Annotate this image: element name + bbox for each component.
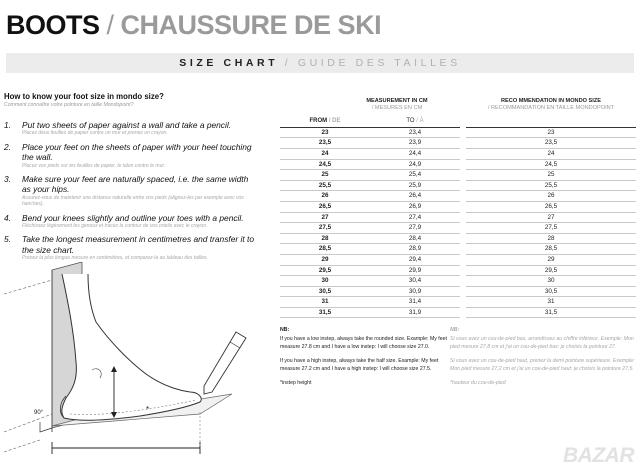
- to-label-fr: / À: [416, 118, 424, 125]
- to-cell: 23,4: [370, 127, 460, 138]
- step-text-fr: Prenez la plus longue mesure en centimètres, et comparez-la au tableau des tailles.: [22, 255, 208, 262]
- reco-cell: 25: [466, 170, 636, 181]
- to-cell: 29,4: [370, 254, 460, 265]
- reco-cell: 28: [466, 233, 636, 244]
- band-label-fr: GUIDE DES TAILLES: [297, 57, 461, 69]
- table-row: [280, 170, 636, 181]
- from-cell: 27: [280, 212, 370, 223]
- to-cell: 30,4: [370, 276, 460, 287]
- angle-label: 90°: [34, 410, 44, 416]
- title-french: CHAUSSURE DE SKI: [120, 10, 382, 40]
- to-cell: 29,9: [370, 265, 460, 276]
- to-cell: 24,4: [370, 148, 460, 159]
- from-cell: 24: [280, 148, 370, 159]
- note-footnote: *instep height: [280, 380, 312, 387]
- step-3: [4, 174, 254, 208]
- from-header: [280, 117, 370, 127]
- reco-cell: 26: [466, 191, 636, 202]
- table-row: [280, 180, 636, 191]
- to-cell: 27,4: [370, 212, 460, 223]
- title-separator: /: [99, 10, 121, 40]
- step-text-en: Put two sheets of paper against a wall and take a pencil.: [22, 120, 232, 130]
- notes-nb: NB:: [280, 327, 290, 333]
- reco-cell: 25,5: [466, 180, 636, 191]
- reco-cell: 24: [466, 148, 636, 159]
- col-header-measurement-fr: / MESURES EN CM: [371, 104, 423, 111]
- note-high-instep: If you have a high instep, always take the half size. Example: My feet measure 27.2 cm and I have a high instep: I will choose size 27.5.: [280, 358, 439, 372]
- col-header-measurement-en: MEASUREMENT IN CM: [366, 98, 428, 104]
- step-text-en: Bend your knees slightly and outline your toes with a pencil.: [22, 212, 244, 223]
- size-rows: [280, 127, 636, 318]
- note-high-instep-fr: Si vous avez un cou-de-pied haut, prenez la demi pointure supérieure. Exemple: Mon pied mesure 27,2 cm et j'ai un cou-de-pied haut: je choisis la pointure 27,5.: [450, 358, 635, 372]
- table-row: [280, 159, 636, 170]
- col-header-recommendation-en: RECO MMENDATION IN MONDO SIZE: [501, 98, 601, 104]
- from-cell: 23: [280, 127, 370, 138]
- watermark-logo: BAZAR: [563, 444, 634, 467]
- from-cell: 29,5: [280, 265, 370, 276]
- step-text-en: Place your feet on the sheets of paper with your heel touching the wall.: [22, 141, 252, 163]
- note-footnote-fr: *hauteur du cou-de-pied: [450, 380, 506, 387]
- from-cell: 23,5: [280, 138, 370, 149]
- step-number: 4.: [4, 212, 11, 223]
- to-cell: 24,9: [370, 159, 460, 170]
- reco-header: [466, 117, 636, 127]
- from-cell: 30: [280, 276, 370, 287]
- reco-cell: 31: [466, 297, 636, 308]
- step-number: 5.: [4, 234, 11, 245]
- table-row: [280, 254, 636, 265]
- note-low-instep-fr: Si vous avez un cou-de-pied bas, arrondissez au chiffre inférieur. Exemple: Mon pied mesure 27,8 cm et j'ai un cou-de-pied bas: je choisis la pointure 27.: [450, 336, 634, 350]
- size-table: [280, 117, 636, 318]
- step-5: [4, 234, 254, 261]
- note-low-instep: If you have a low instep, always take the rounded size. Example: My feet measure 27.8 cm and I have a low instep: I will choose size 27.0.: [280, 336, 447, 350]
- to-cell: 31,4: [370, 297, 460, 308]
- table-row: [280, 286, 636, 297]
- title-main: BOOTS: [6, 10, 100, 40]
- size-chart-band: [6, 53, 634, 73]
- reco-cell: 26,5: [466, 201, 636, 212]
- from-cell: 25,5: [280, 180, 370, 191]
- from-label-fr: / DE: [328, 118, 341, 125]
- from-label-en: FROM: [309, 118, 328, 125]
- to-header: [370, 117, 460, 127]
- step-1: [4, 120, 254, 137]
- table-row: [280, 297, 636, 308]
- leg-outline: [62, 274, 201, 420]
- step-number: 1.: [4, 120, 11, 130]
- notes-french: [450, 327, 635, 394]
- from-cell: 28,5: [280, 244, 370, 255]
- from-cell: 30,5: [280, 286, 370, 297]
- reco-cell: 29,5: [466, 265, 636, 276]
- table-row: [280, 148, 636, 159]
- to-cell: 31,9: [370, 307, 460, 318]
- to-cell: 23,9: [370, 138, 460, 149]
- from-cell: 26: [280, 191, 370, 202]
- to-cell: 25,4: [370, 170, 460, 181]
- to-label-en: TO: [406, 118, 415, 125]
- guide-line: [4, 440, 40, 452]
- reco-cell: 31,5: [466, 307, 636, 318]
- to-cell: 27,9: [370, 223, 460, 234]
- from-cell: 31,5: [280, 307, 370, 318]
- step-text-en: Take the longest measurement in centimetres and transfer it to the size chart.: [22, 234, 254, 255]
- steps-list: [4, 120, 254, 262]
- step-text-fr: Fléchissez légèrement les genoux et tracez le contour de vos orteils avec le crayon.: [22, 223, 208, 230]
- table-row: [280, 191, 636, 202]
- from-cell: 31: [280, 297, 370, 308]
- instep-asterisk: *: [146, 405, 150, 414]
- pencil-icon: [204, 332, 246, 394]
- reco-cell: 30: [466, 276, 636, 287]
- reco-cell: 27: [466, 212, 636, 223]
- from-cell: 24,5: [280, 159, 370, 170]
- foot-measure-illustration: [0, 262, 260, 476]
- to-cell: 26,9: [370, 201, 460, 212]
- howto-title: How to know your foot size in mondo size?: [4, 92, 164, 101]
- step-4: [4, 213, 254, 230]
- step-text-fr: Assurez-vous de maintenir une distance naturelle entre vos pieds (alignez-les par exemple avec vos hanches).: [22, 194, 244, 208]
- to-cell: 26,4: [370, 191, 460, 202]
- col-header-measurement: [338, 98, 456, 111]
- to-cell: 28,9: [370, 244, 460, 255]
- howto-section: [4, 92, 254, 267]
- table-row: [280, 201, 636, 212]
- step-number: 3.: [4, 174, 11, 185]
- reco-cell: 23,5: [466, 138, 636, 149]
- howto-subtitle: Comment connaître votre pointure en taille Mondopoint?: [4, 102, 134, 108]
- table-row: [280, 138, 636, 149]
- to-cell: 28,4: [370, 233, 460, 244]
- col-header-recommendation: [466, 98, 636, 111]
- step-text-fr: Placez deux feuilles de papier contre un mur et prenez un crayon.: [22, 130, 168, 137]
- from-cell: 28: [280, 233, 370, 244]
- table-row: [280, 233, 636, 244]
- from-cell: 26,5: [280, 201, 370, 212]
- guide-line: [4, 280, 52, 294]
- reco-cell: 23: [466, 127, 636, 138]
- table-row: [280, 244, 636, 255]
- step-text-en: Make sure your feet are naturally spaced, i.e. the same width as your hips.: [22, 174, 249, 195]
- col-header-recommendation-fr: / RECOMMANDATION EN TAILLE MONDOPOINT: [487, 104, 615, 111]
- notes-english: [280, 327, 452, 394]
- table-row: [280, 265, 636, 276]
- to-cell: 25,9: [370, 180, 460, 191]
- reco-cell: 24,5: [466, 159, 636, 170]
- table-row: [280, 127, 636, 138]
- notes-nb-fr: NB:: [450, 327, 460, 333]
- from-cell: 27,5: [280, 223, 370, 234]
- reco-cell: 27,5: [466, 223, 636, 234]
- table-row: [280, 223, 636, 234]
- to-cell: 30,9: [370, 286, 460, 297]
- guide-line: [4, 414, 52, 432]
- step-number: 2.: [4, 141, 11, 152]
- table-row: [280, 276, 636, 287]
- reco-cell: 30,5: [466, 286, 636, 297]
- step-text-fr: Placez vos pieds sur les feuilles de papier, le talon contre le mur.: [22, 162, 166, 169]
- from-cell: 29: [280, 254, 370, 265]
- from-cell: 25: [280, 170, 370, 181]
- band-label-en: SIZE CHART: [179, 57, 279, 69]
- table-row: [280, 212, 636, 223]
- page-title: [6, 10, 381, 41]
- step-2: [4, 142, 254, 169]
- reco-cell: 29: [466, 254, 636, 265]
- table-header-row: [280, 117, 636, 127]
- table-row: [280, 307, 636, 318]
- right-angle-marker: [40, 422, 52, 432]
- band-separator: /: [278, 57, 298, 69]
- reco-cell: 28,5: [466, 244, 636, 255]
